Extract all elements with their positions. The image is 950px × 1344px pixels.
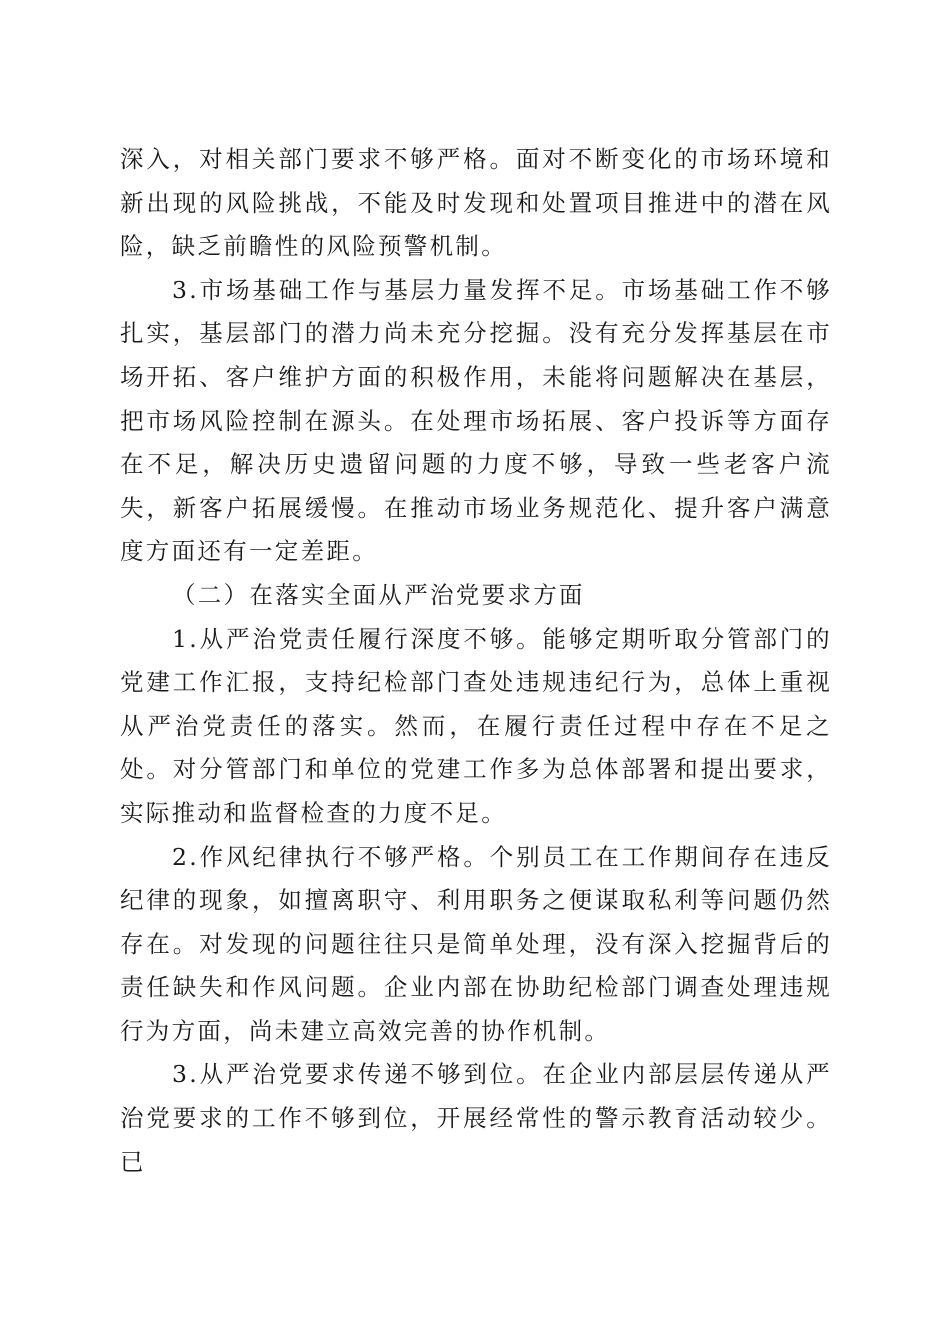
paragraph-requirement-transmission: 3.从严治党要求传递不够到位。在企业内部层层传递从严治党要求的工作不够到位，开展经常性的警示教育活动较少。已 xyxy=(120,1060,832,1176)
document-body xyxy=(120,138,832,1184)
paragraph-discipline-enforcement: 2.作风纪律执行不够严格。个别员工在工作期间存在违反纪律的现象，如擅离职守、利用职务之便谋取私利等问题仍然存在。对发现的问题往往只是简单处理，没有深入挖掘背后的责任缺失和作风问题。企业内部在协助纪检部门调查处理违规行为方面，尚未建立高效完善的协作机制。 xyxy=(120,842,832,1045)
paragraph-market-foundation: 3.市场基础工作与基层力量发挥不足。市场基础工作不够扎实，基层部门的潜力尚未充分挖掘。没有充分发挥基层在市场开拓、客户维护方面的积极作用，未能将问题解决在基层，把市场风险控制在源头。在处理市场拓展、客户投诉等方面存在不足，解决历史遗留问题的力度不够，导致一些老客户流失，新客户拓展缓慢。在推动市场业务规范化、提升客户满意度方面还有一定差距。 xyxy=(120,275,832,566)
paragraph-continuation: 深入，对相关部门要求不够严格。面对不断变化的市场环境和新出现的风险挑战，不能及时发现和处置项目推进中的潜在风险，缺乏前瞻性的风险预警机制。 xyxy=(120,145,832,261)
section-heading-party-governance: （二）在落实全面从严治党要求方面 xyxy=(172,580,585,609)
paragraph-responsibility-depth: 1.从严治党责任履行深度不够。能够定期听取分管部门的党建工作汇报，支持纪检部门查处违规违纪行为，总体上重视从严治党责任的落实。然而，在履行责任过程中存在不足之处。对分管部门和单位的党建工作多为总体部署和提出要求，实际推动和监督检查的力度不足。 xyxy=(120,624,832,827)
